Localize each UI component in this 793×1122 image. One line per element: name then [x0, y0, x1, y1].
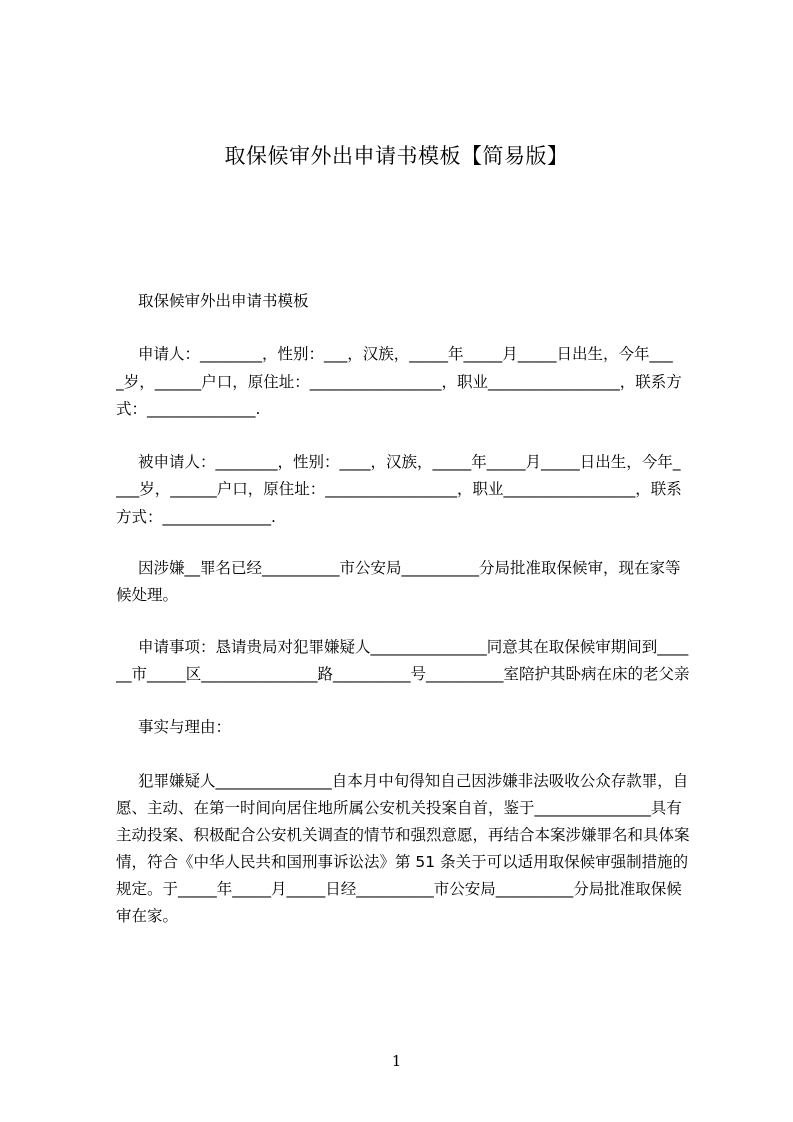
case-line-2: 候处理。 [116, 586, 179, 604]
facts-line-6: 审在家。 [116, 907, 179, 925]
request-line-1: 申请事项：恳请贵局对犯罪嫌疑人_______________同意其在取保候审期间到____ [138, 638, 689, 656]
facts-heading: 事实与理由： [138, 718, 232, 736]
facts-line-3: 主动投案、积极配合公安机关调查的情节和强烈意愿，再结合本案涉嫌罪名和具体案 [116, 826, 690, 844]
respondent-line-1: 被申请人：________，性别：____，汉族，_____年_____月_____日出生，今年_ [138, 453, 681, 471]
respondent-line-3: 方式：______________. [116, 508, 276, 526]
applicant-line-3: 式：______________. [116, 400, 261, 418]
page-number: 1 [391, 1052, 402, 1070]
case-line-1: 因涉嫌__罪名已经__________市公安局__________分局批准取保候审，现在家等 [138, 559, 681, 577]
subtitle: 取保候审外出申请书模板 [138, 292, 309, 310]
facts-line-4: 情，符合《中华人民共和国刑事诉讼法》第 51 条关于可以适用取保候审强制措施的 [116, 853, 689, 871]
facts-line-2: 愿、主动、在第一时间向居住地所属公安机关投案自首，鉴于_______________具有 [116, 799, 682, 817]
facts-line-5: 规定。于_____年_____月_____日经__________市公安局__________分局批准取保候 [116, 880, 682, 898]
applicant-line-2: _岁，______户口，原住址：_________________，职业_________________，联系方 [116, 373, 682, 391]
facts-line-1: 犯罪嫌疑人_______________自本月中旬得知自己因涉嫌非法吸收公众存款罪，自 [138, 772, 689, 790]
document-title: 取保候审外出申请书模板【简易版】 [224, 144, 569, 168]
applicant-line-1: 申请人：________，性别：___，汉族，_____年_____月_____日出生，今年___ [138, 345, 673, 363]
respondent-line-2: ___岁，______户口，原住址：_________________，职业_________________，联系 [116, 480, 682, 498]
request-line-2: __市_____区_______________路__________号__________室陪护其卧病在床的老父亲 [116, 665, 690, 683]
